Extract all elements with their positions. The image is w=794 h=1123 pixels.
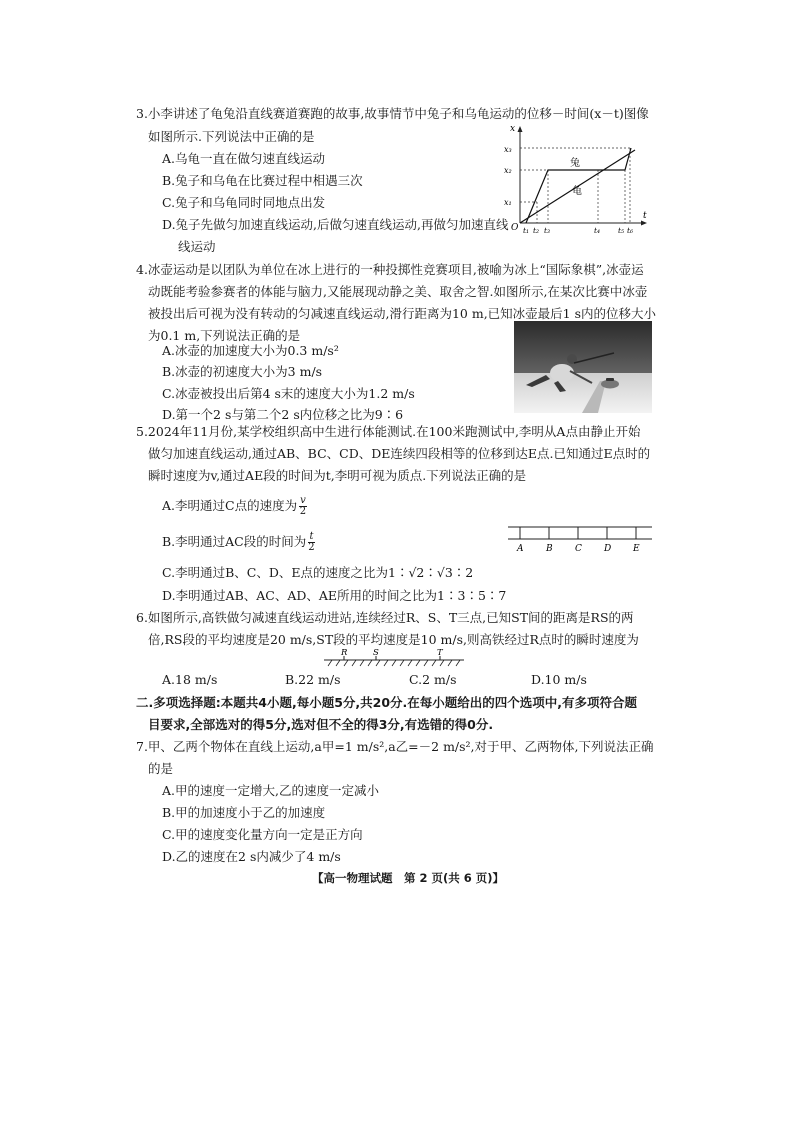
q3-x-tick-t1: t₁ [523,226,530,235]
q5-point-c: C [575,544,582,554]
q6-point-s: S [373,648,379,658]
q5-option-b-fraction [308,532,314,554]
q3-option-d-cont: 线运动 [178,239,216,254]
q5-option-c: C.李明通过B、C、D、E点的速度之比为1∶√2∶√3∶2 [162,565,474,580]
q4-option-c: C.冰壶被投出后第4 s末的速度大小为1.2 m/s [162,386,415,401]
q5-option-a-denominator: 2 [299,506,307,517]
q3-rabbit-label: 兔 [570,158,580,169]
q3-y-tick-x3: x₃ [504,145,512,154]
q5-option-a-fraction [299,496,307,518]
section2-heading-line-2: 目要求,全部选对的得5分,选对但不全的得3分,有选错的得0分. [148,717,494,732]
q3-x-tick-t2: t₂ [533,226,540,235]
q6-rail-diagram [320,645,470,671]
q3-origin-label: O [511,223,519,233]
q5-option-a [162,492,307,520]
q5-stem-line-1: 5.2024年11月份,某学校组织高中生进行体能测试.在100米跑测试中,李明从A点由静止开始 [136,424,641,439]
q3-xt-graph [500,120,650,235]
q3-stem-line-1: 3.小李讲述了龟兔沿直线赛道赛跑的故事,故事情节中兔子和乌龟运动的位移－时间(x－t)图像 [136,106,649,121]
q5-stem-line-2: 做匀加速直线运动,通过AB、BC、CD、DE连续四段相等的位移到达E点.已知通过E点时的 [148,446,651,461]
q5-option-a-text: A.李明通过C点的速度为 [162,498,298,513]
q5-option-b-numerator: t [309,530,314,542]
q4-stem-line-3: 被投出后可视为没有转动的匀减速直线运动,滑行距离为10 m,已知冰壶最后1 s内的位移大小 [148,306,657,321]
q3-turtle-label: 龟 [572,186,582,197]
q6-option-b: B.22 m/s [285,672,341,687]
q3-y-tick-x1: x₁ [504,198,512,207]
q4-stem-line-4: 为0.1 m,下列说法正确的是 [148,328,301,343]
q3-option-d: D.兔子先做匀加速直线运动,后做匀速直线运动,再做匀加速直线 [162,217,509,232]
q5-option-d: D.李明通过AB、AC、AD、AE所用的时间之比为1∶3∶5∶7 [162,588,507,603]
q6-option-a: A.18 m/s [162,672,218,687]
q4-option-d: D.第一个2 s与第二个2 s内位移之比为9∶6 [162,407,404,422]
section2-heading-line-1: 二.多项选择题:本题共4小题,每小题5分,共20分.在每小题给出的四个选项中,有多项符合题 [136,695,638,710]
q3-option-c: C.兔子和乌龟同时同地点出发 [162,195,326,210]
q3-x-tick-t5: t₅ [618,226,625,235]
q6-stem-line-2: 倍,RS段的平均速度是20 m/s,ST段的平均速度是10 m/s,则高铁经过R点时的瞬时速度为 [148,632,639,647]
q5-track-diagram [506,521,656,557]
q5-point-e: E [633,544,640,554]
q6-point-t: T [437,648,443,658]
q5-point-a: A [517,544,524,554]
q5-stem-line-3: 瞬时速度为v,通过AE段的时间为t,李明可视为质点.下列说法正确的是 [148,468,527,483]
q7-option-c: C.甲的速度变化量方向一定是正方向 [162,827,363,842]
page-footer: 【高一物理试题 第 2 页(共 6 页)】 [312,871,505,885]
q6-option-c: C.2 m/s [409,672,457,687]
q4-option-a: A.冰壶的加速度大小为0.3 m/s² [162,343,339,358]
q3-stem-line-2: 如图所示.下列说法中正确的是 [148,129,315,144]
q5-option-b-text: B.李明通过AC段的时间为 [162,534,307,549]
q7-stem-line-1: 7.甲、乙两个物体在直线上运动,a甲=1 m/s²,a乙=－2 m/s²,对于甲、乙两物体,下列说法正确 [136,739,654,754]
q6-point-r: R [341,648,348,658]
q3-x-tick-t3: t₃ [544,226,551,235]
q7-stem-line-2: 的是 [148,761,174,776]
q4-stem-line-2: 动既能考验参赛者的体能与脑力,又能展现动静之美、取舍之智.如图所示,在某次比赛中冰壶 [148,284,648,299]
q7-option-b: B.甲的加速度小于乙的加速度 [162,805,326,820]
q5-option-a-numerator: v [300,494,306,506]
q6-stem-line-1: 6.如图所示,高铁做匀减速直线运动进站,连续经过R、S、T三点,已知ST间的距离是RS的两 [136,610,634,625]
q3-option-b: B.兔子和乌龟在比赛过程中相遇三次 [162,173,363,188]
q6-option-d: D.10 m/s [531,672,587,687]
curling-photo [514,321,652,413]
q4-stem-line-1: 4.冰壶运动是以团队为单位在冰上进行的一种投掷性竞赛项目,被喻为冰上“国际象棋”,冰壶运 [136,262,644,277]
q3-x-tick-t4: t₄ [594,226,601,235]
q5-point-b: B [546,544,553,554]
q3-option-a: A.乌龟一直在做匀速直线运动 [162,151,326,166]
q5-point-d: D [604,544,612,554]
q5-option-b-denominator: 2 [308,542,315,553]
q3-x-axis-label: t [643,211,647,221]
q5-option-b [162,528,315,556]
q4-option-b: B.冰壶的初速度大小为3 m/s [162,364,323,379]
q3-y-axis-label: x [510,124,516,134]
q7-option-a: A.甲的速度一定增大,乙的速度一定减小 [162,783,379,798]
q3-y-tick-x2: x₂ [504,166,512,175]
q3-x-tick-t6: t₆ [627,226,634,235]
q7-option-d: D.乙的速度在2 s内减少了4 m/s [162,849,341,864]
